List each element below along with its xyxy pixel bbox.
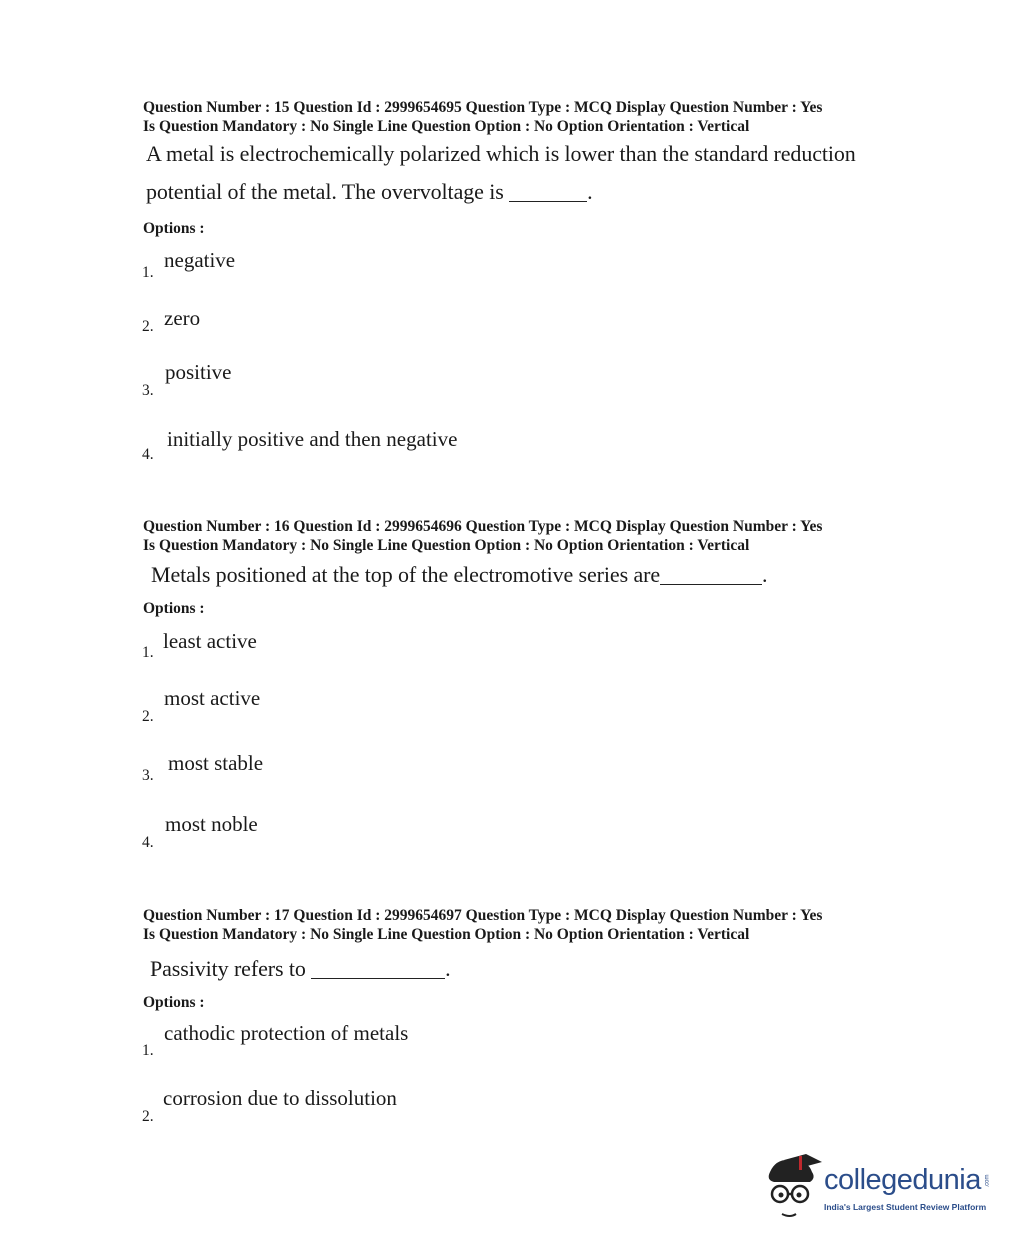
options-label: Options : [143,220,205,237]
question-meta-line2: Is Question Mandatory : No Single Line Question Option : No Option Orientation : Vertical [143,926,750,943]
option-number: 3. [142,767,154,784]
question-meta-line2: Is Question Mandatory : No Single Line Question Option : No Option Orientation : Vertical [143,118,750,135]
question-stem: Passivity refers to . [150,956,451,981]
question-meta-line1: Question Number : 15 Question Id : 2999654695 Question Type : MCQ Display Question Number : Yes [143,99,823,116]
option-number: 2. [142,708,154,725]
option-text: corrosion due to dissolution [163,1086,397,1110]
option-text: cathodic protection of metals [164,1021,409,1045]
question-meta-line2: Is Question Mandatory : No Single Line Question Option : No Option Orientation : Vertical [143,537,750,554]
logo-wordmark: collegedunia [824,1164,981,1196]
question-stem: Metals positioned at the top of the electromotive series are . [151,562,768,587]
option-text: most noble [165,812,258,836]
option-number: 1. [142,644,154,661]
answer-blank [660,583,762,585]
option-text: positive [165,360,232,384]
option-text: most stable [168,751,264,775]
question-stem-line2: potential of the metal. The overvoltage is . [146,179,593,204]
student-mascot-icon [762,1152,822,1226]
question-meta-line1: Question Number : 17 Question Id : 2999654697 Question Type : MCQ Display Question Number : Yes [143,907,823,924]
options-label: Options : [143,600,205,617]
option-number: 2. [142,1108,154,1125]
option-text: most active [164,686,261,710]
option-number: 1. [142,264,154,281]
option-text: least active [163,629,257,653]
option-number: 1. [142,1042,154,1059]
option-number: 4. [142,446,154,463]
question-stem-line1: A metal is electrochemically polarized which is lower than the standard reduction [146,141,856,166]
option-text: negative [164,248,236,272]
option-number: 2. [142,318,154,335]
logo-suffix: .com [984,1174,991,1188]
answer-blank [509,200,587,202]
answer-blank [311,977,445,979]
option-text: zero [164,306,201,330]
options-label: Options : [143,994,205,1011]
collegedunia-logo [762,1152,1002,1226]
question-meta-line1: Question Number : 16 Question Id : 2999654696 Question Type : MCQ Display Question Number : Yes [143,518,823,535]
option-text: initially positive and then negative [167,427,458,451]
option-number: 3. [142,382,154,399]
option-number: 4. [142,834,154,851]
logo-tagline: India's Largest Student Review Platform [824,1202,987,1212]
